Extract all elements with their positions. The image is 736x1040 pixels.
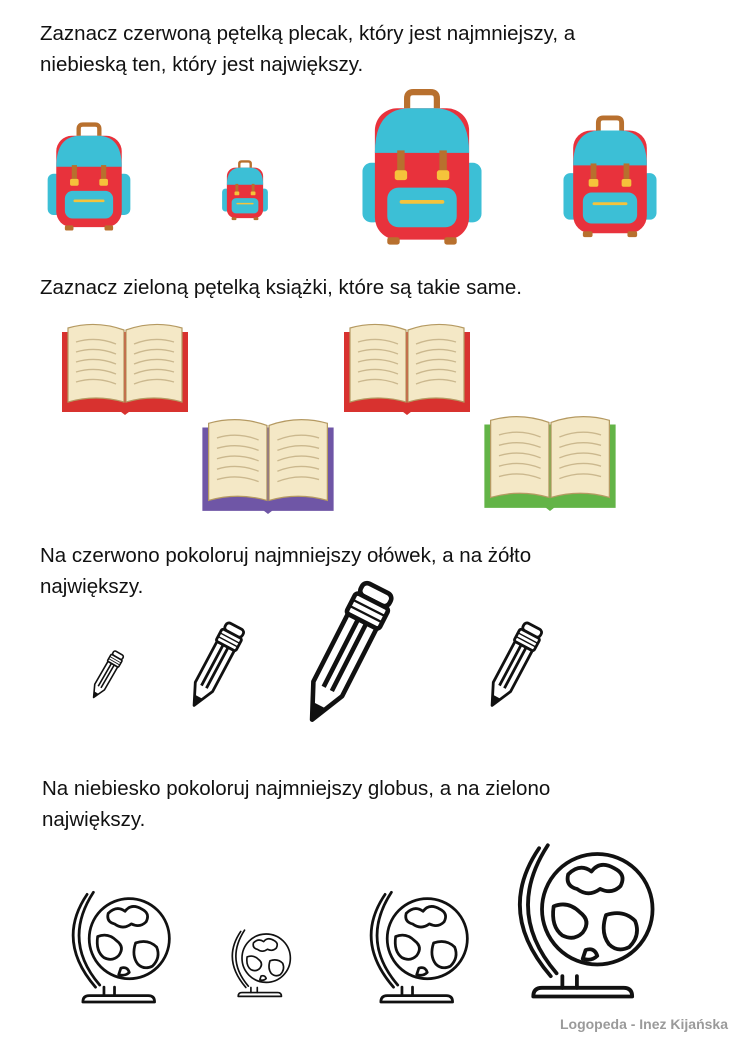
pencil-smallest[interactable] — [88, 648, 124, 704]
task-books-line-1: Zaznacz zieloną pętelką książki, które są takie same. — [40, 276, 522, 299]
pencil-medium-1[interactable] — [178, 618, 250, 718]
pencil-largest[interactable] — [284, 575, 404, 740]
task-pencils-line-1: Na czerwono pokoloruj najmniejszy ołówek, a na żółto — [40, 544, 532, 567]
task-globes-line-2: największy. — [42, 808, 146, 831]
backpack-medium-1[interactable] — [44, 122, 134, 234]
task-pencils-line-2: największy. — [40, 575, 144, 598]
globe-medium-2[interactable] — [364, 880, 480, 1010]
book-red-2[interactable] — [342, 320, 472, 416]
book-purple[interactable] — [200, 415, 336, 515]
pencil-medium-2[interactable] — [476, 618, 548, 718]
backpack-medium-2[interactable] — [560, 115, 660, 241]
globe-medium-1[interactable] — [66, 880, 182, 1010]
globe-smallest[interactable] — [228, 920, 298, 1004]
task-backpacks-line-1: Zaznacz czerwoną pętelką plecak, który jest najmniejszy, a — [40, 22, 576, 45]
task-backpacks-line-2: niebieską ten, który jest największy. — [40, 53, 364, 76]
book-red-1[interactable] — [60, 320, 190, 416]
footer-credit: Logopeda - Inez Kijańska — [559, 1016, 728, 1032]
globe-largest[interactable] — [510, 825, 670, 1011]
task-globes-line-1: Na niebiesko pokoloruj najmniejszy globus, a na zielono — [42, 777, 551, 800]
backpack-smallest[interactable] — [219, 160, 271, 222]
backpack-largest[interactable] — [360, 88, 484, 250]
book-green[interactable] — [482, 412, 618, 512]
